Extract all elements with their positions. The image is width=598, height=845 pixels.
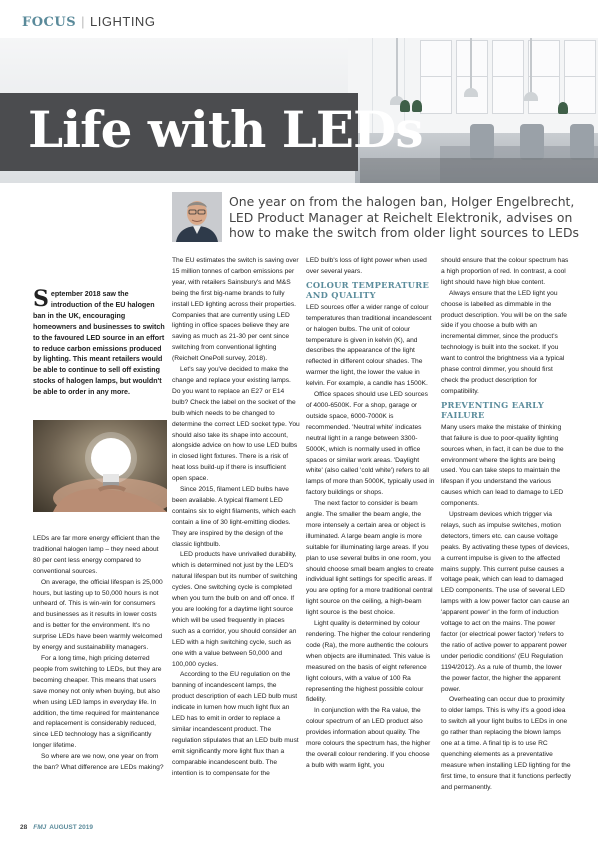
hero-chair (520, 124, 544, 160)
body-paragraph: Upstream devices which trigger via relays, such as impulse switches, motion detectors, timers etc. can cause voltage peaks. By activating these types of devices, a current impulse is given to the affected mains supply. This current pulse causes a voltage peak, which can lead to damaged LED components. The use of several LED lamps with a low power factor can cause an 'apparent power' in the form of induction voltage to act on the mains. The power factor (or electrical power factor) 'refers to the ratio of active power to apparent power under periodic conditions' (EU Regulation 1194/2012). As a rule of thumb, the lower the power factor, the higher the apparent power. (441, 511, 570, 693)
hero-lamp-shade (524, 92, 538, 101)
hero-plant (558, 102, 568, 114)
body-paragraph: Overheating can occur due to proximity to older lamps. This is why it's a good idea to switch all your light bulbs to LEDs in one go rather than replacing the blown lamps one at a time. A final tip is to use RC quenching elements as a preventative measure when installing LED lighting for the first time, to ensure that it functions perfectly and permanently. (441, 696, 571, 791)
hero-window (528, 40, 560, 114)
body-paragraph: So where are we now, one year on from the ban? What difference are LEDs making? (33, 753, 164, 772)
hero-window (564, 40, 596, 114)
magazine-name: FMJ (33, 824, 47, 831)
body-paragraph: should ensure that the colour spectrum has a high proportion of red. In contrast, a cool light should have high blue content. (441, 257, 569, 286)
body-paragraph: LED sources offer a wider range of colour temperatures than traditional incandescent or halogen bulbs. The unit of colour temperature is given in kelvin (K), and describes the appearance of the light reflected in different colour shades. The warmer the light, the lower the value in kelvin. For example, a candle has 1500K. (306, 303, 432, 388)
hero-chair (470, 124, 494, 160)
body-column-2 (172, 256, 300, 780)
lightbulb-icon (33, 420, 167, 512)
body-paragraph: The EU estimates the switch is saving over 15 million tonnes of carbon emissions per year, with retailers Sainsbury's and M&S being the first big-name brands to fully install LED lighting across their properties. Companies that are currently using LED lighting in office spaces believe they are saving as much as 21-30 per cent since switching from conventional lighting (Reichelt OnePoll survey, 2018). (172, 257, 299, 363)
led-bulb-photo (33, 420, 167, 512)
subheading: COLOUR TEMPERATURE AND QUALITY (306, 279, 430, 301)
section-tag (22, 14, 155, 30)
body-paragraph: For a long time, high pricing deterred people from switching to LEDs, but they are becoming cheaper. This means that users save money not only when buying, but also when using LED lamps in everyday life. In addition, the time required for maintenance and replacement is considerably reduced, since LED technology has a significantly longer lifetime. (33, 654, 162, 750)
page-number: 28 (20, 824, 28, 831)
author-portrait (172, 192, 222, 242)
body-paragraph: According to the EU regulation on the banning of incandescent lamps, the product description of each LED bulb must indicate in lumen how much light flux an LED has to emit in order to replace a similar incandescent product. The regulation stipulates that an LED bulb must emit significantly more light flux than a comparable incandescent bulb. The intention is to compensate for the (172, 671, 299, 777)
body-paragraph: Always ensure that the LED light you choose is labelled as dimmable in the product description. You will be on the safe side if you choose a bulb with an incremental dimmer, since the product's technology is built into the socket. If you want to control the brightness via a typical phase control dimmer, you should first check the product description for compatibility. (441, 289, 567, 395)
hero-pendant-lamp (530, 38, 532, 94)
section-name: FOCUS (22, 15, 77, 30)
body-paragraph: LEDs are far more energy efficient than the traditional halogen lamp – they need about 80 per cent less energy compared to conventional sources. (33, 535, 160, 575)
body-paragraph: The next factor to consider is beam angle. The smaller the beam angle, the more intensely a certain area or object is illuminated. A large beam angle is more suitable for illuminating large areas. If you plan to use several bulbs in one room, you should choose small beam angles to create individual light settings for specific areas. If you are opting for a more traditional central light source on the ceiling, a high-beam light source is the best choice. (306, 500, 434, 617)
hero-window (492, 40, 524, 114)
body-paragraph: On average, the official lifespan is 25,000 hours, but lasting up to 50,000 hours is not unheard of. This is win-win for consumers and businesses as it results in lower costs and is better for the environment. It's no surprise LEDs have been warmly welcomed by energy and sustainability managers. (33, 578, 163, 652)
body-paragraph: Office spaces should use LED sources of 4000-6500K. For a shop, garage or outside space, 6000-7000K is recommended. 'Neutral white' indicates neutral light in a range between 3300-5000K, which is normally used in office spaces or similar work areas. 'Daylight white' (also called 'cold white') refers to all lamps of more than 5000K, typically used in factory buildings or shops. (306, 391, 435, 497)
subheading: PREVENTING EARLY FAILURE (441, 399, 545, 421)
body-paragraph: Light quality is determined by colour rendering. The higher the colour rendering code (Ra), the more authentic the colours when objects are illuminated. This value is measured on the basis of eight reference light colours, with a value of 100 Ra representing the highest possible colour fidelity. (306, 620, 431, 704)
body-paragraph: LED products have unrivalled durability, which is determined not just by the LED's natural lifespan but its number of switching cycles. One switching cycle is completed when you turn the bulb on and off once. If you are looking for a daytime light source which will be used frequently in places such as a corridor, you should consider an LED with a high switching cycle, such as one with a value between 50,000 and 100,000 cycles. (172, 551, 298, 668)
person-icon (172, 192, 222, 242)
body-paragraph: LED bulb's loss of light power when used over several years. (306, 257, 427, 275)
lead-text: eptember 2018 saw the introduction of the EU halogen ban in the UK, encouraging homeowners and businesses to switch to the favoured LED source in an effort to reduce carbon emissions produced by lighting. This meant retailers would be able to continue to sell off existing stocks of halogen lamps, but wouldn't be able to order in any more. (33, 290, 165, 397)
hero-pendant-lamp (470, 38, 472, 90)
article-deck: One year on from the halogen ban, Holger Engelbrecht, LED Product Manager at Reichelt Elektronik, advises on how to make the switch from older light sources to LEDs (229, 194, 579, 240)
issue-date: AUGUST 2019 (49, 824, 93, 831)
section-divider: | (81, 14, 86, 29)
drop-cap: S (33, 286, 49, 312)
section-topic: LIGHTING (90, 14, 156, 29)
body-paragraph: In conjunction with the Ra value, the colour spectrum of an LED product also provides information about quality. The more colours the spectrum has, the higher the overall colour rendering. If you choose a bulb with warm light, you (306, 707, 431, 769)
hero-window (420, 40, 452, 114)
lead-paragraph (33, 286, 167, 398)
hero-pendant-lamp (396, 38, 398, 98)
article-title: Life with LEDs (28, 100, 423, 159)
body-column-3 (306, 256, 435, 772)
body-paragraph: Let's say you've decided to make the change and replace your existing lamps. Do you want to replace an E27 or E14 bulb? Check the label on the socket of the bulb which needs to be changed to determine the correct LED socket type. You should also take its shape into account, alongside advice on how to use LED bulbs in closed light fixtures. There is a risk of heat loss build-up if there is insufficient open space. (172, 366, 300, 483)
hero-lamp-shade (464, 88, 478, 97)
hero-chair (570, 124, 594, 160)
body-column-4 (441, 256, 571, 794)
hero-window (456, 40, 488, 114)
body-paragraph: Many users make the mistake of thinking that failure is due to poor-quality lighting sources when, in fact, it can be due to the environment where the lights are being used. You can take steps to maintain the lifespan if you understand the various causes which can lead to damage to LED components. (441, 423, 564, 508)
page-footer (20, 824, 93, 831)
body-column-1 (33, 534, 164, 774)
body-paragraph: Since 2015, filament LED bulbs have been available. A typical filament LED contains six to eight filaments, which each contain a line of 30 light-emitting diodes. They are inspired by the design of the classic lightbulb. (172, 486, 296, 548)
